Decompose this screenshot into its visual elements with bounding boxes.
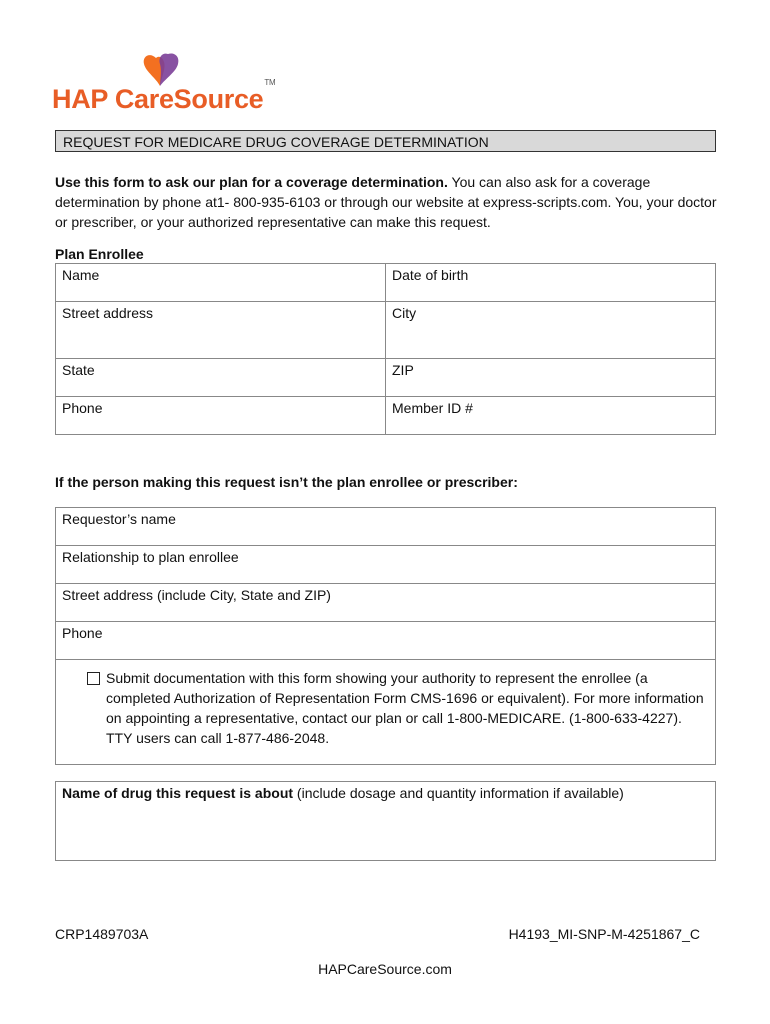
requestor-address-label: Street address (include City, State and ZIP) <box>62 587 331 603</box>
requestor-phone-field[interactable] <box>56 622 716 660</box>
enrollee-member-id-label: Member ID # <box>392 400 473 416</box>
form-title: REQUEST FOR MEDICARE DRUG COVERAGE DETERMINATION <box>55 130 716 152</box>
enrollee-name-field[interactable] <box>56 264 386 302</box>
intro-text: You can also ask for a coverage determination by phone at1- 800-935-6103 or through our website at express-scripts.com. You, your doctor or prescriber, or your authorized representative can make this request. <box>55 174 717 230</box>
footer-form-code: CRP1489703A <box>55 926 149 942</box>
logo-hap: HAP <box>52 84 108 114</box>
enrollee-heading: Plan Enrollee <box>55 246 144 262</box>
footer-website: HAPCareSource.com <box>318 961 452 977</box>
requestor-name-field[interactable] <box>56 508 716 546</box>
logo <box>52 52 282 118</box>
requestor-table <box>55 507 716 765</box>
drug-label-bold: Name of drug this request is about <box>62 785 294 801</box>
enrollee-state-label: State <box>62 362 95 378</box>
requestor-relationship-label: Relationship to plan enrollee <box>62 549 239 565</box>
requestor-address-field[interactable] <box>56 584 716 622</box>
documentation-row <box>56 660 716 765</box>
enrollee-dob-label: Date of birth <box>392 267 469 283</box>
requestor-name-label: Requestor’s name <box>62 511 176 527</box>
documentation-checkbox[interactable] <box>87 672 100 685</box>
documentation-text: Submit documentation with this form showing your authority to represent the enrollee (a completed Authorization of Representation Form CMS-1696 or equivalent). For more information on appointing a representative, contact our plan or call 1-800-MEDICARE. (1-800-633-4227). TTY users can call 1-877-486-2048. <box>106 670 704 746</box>
logo-caresource: CareSource <box>114 84 264 114</box>
logo-wordmark <box>52 78 276 115</box>
enrollee-phone-label: Phone <box>62 400 103 416</box>
drug-name-field[interactable] <box>55 781 716 861</box>
footer-plan-code: H4193_MI-SNP-M-4251867_C <box>508 926 700 942</box>
enrollee-street-label: Street address <box>62 305 154 321</box>
heart-logo-icon <box>142 52 182 88</box>
enrollee-city-field[interactable] <box>386 302 716 359</box>
enrollee-member-id-field[interactable] <box>386 397 716 435</box>
enrollee-dob-field[interactable] <box>386 264 716 302</box>
enrollee-street-field[interactable] <box>56 302 386 359</box>
intro-bold: Use this form to ask our plan for a coverage determination. <box>55 174 448 190</box>
logo-trademark: TM <box>264 78 276 87</box>
enrollee-phone-field[interactable] <box>56 397 386 435</box>
enrollee-name-label: Name <box>62 267 100 283</box>
enrollee-zip-field[interactable] <box>386 359 716 397</box>
requestor-relationship-field[interactable] <box>56 546 716 584</box>
intro-paragraph <box>55 172 720 232</box>
drug-label-text: (include dosage and quantity information if available) <box>293 785 624 801</box>
requestor-phone-label: Phone <box>62 625 103 641</box>
enrollee-state-field[interactable] <box>56 359 386 397</box>
enrollee-city-label: City <box>392 305 417 321</box>
enrollee-zip-label: ZIP <box>392 362 414 378</box>
enrollee-table <box>55 263 716 435</box>
requestor-heading: If the person making this request isn’t the plan enrollee or prescriber: <box>55 474 518 490</box>
